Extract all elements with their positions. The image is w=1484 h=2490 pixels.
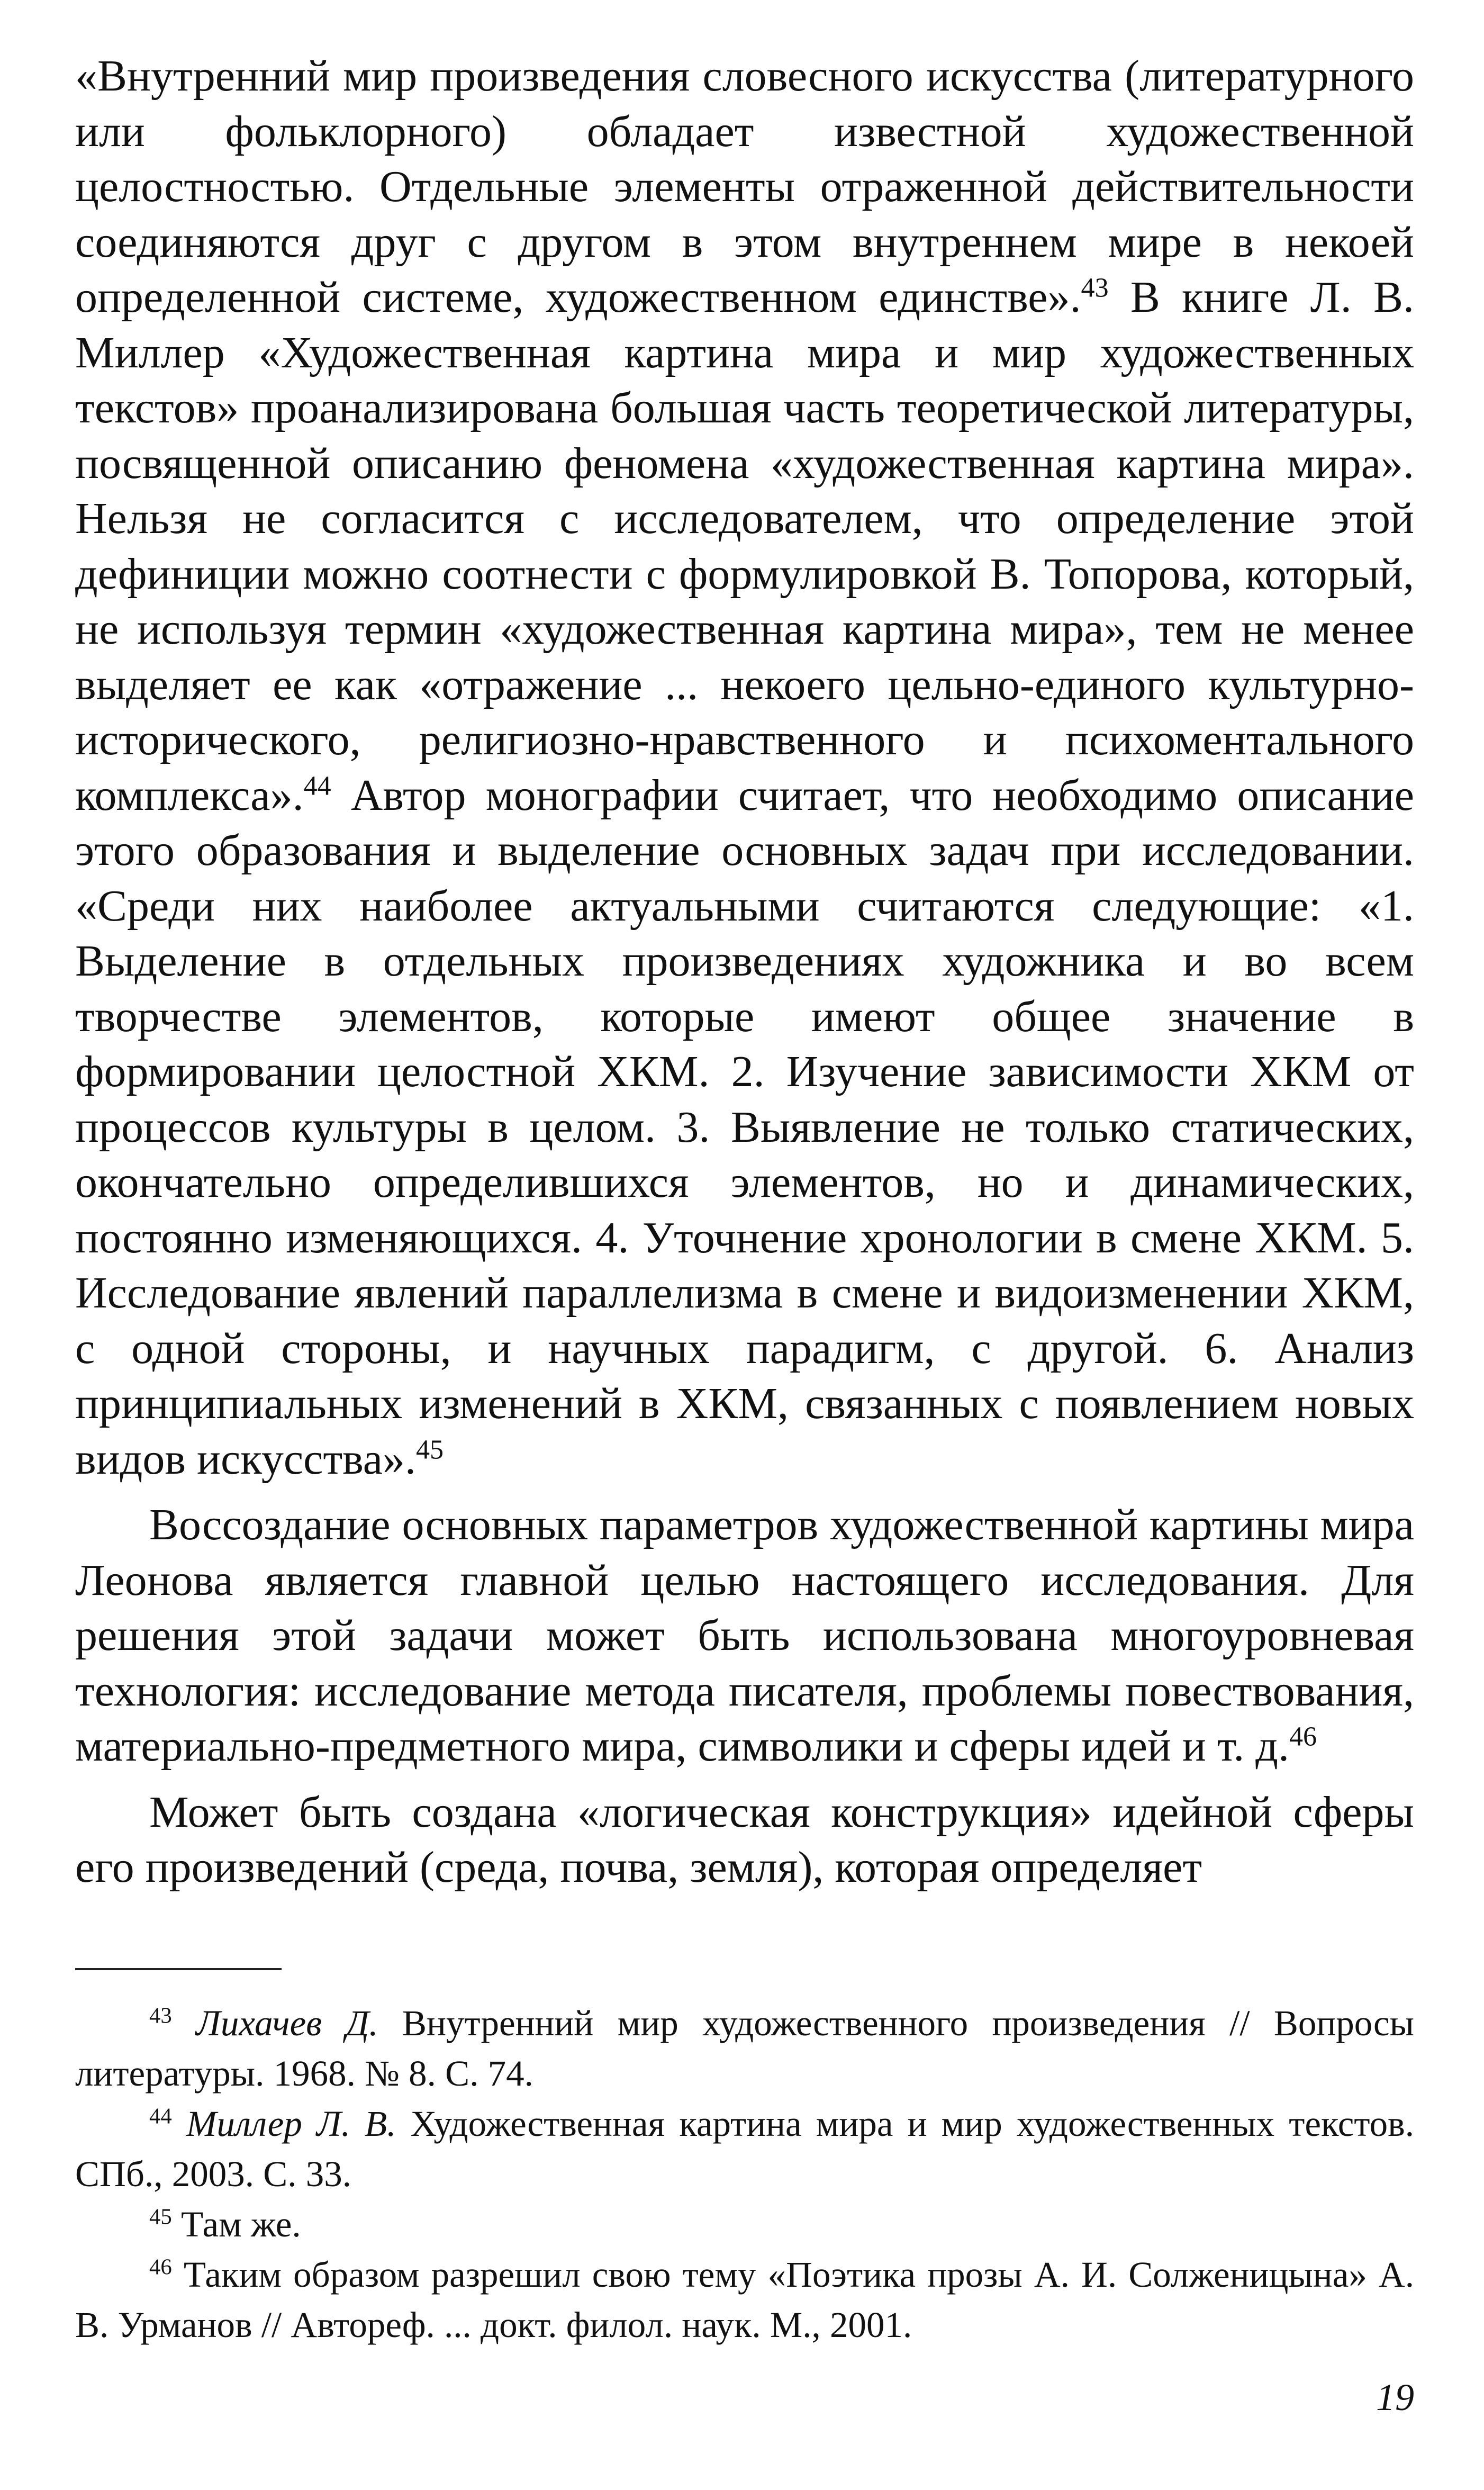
footnote-number: 46	[149, 2254, 172, 2280]
footnote-text: Там же.	[171, 2204, 301, 2244]
footnote-ref-43[interactable]: 43	[1081, 273, 1109, 303]
footnote-author: Миллер Л. В.	[186, 2104, 396, 2144]
footnote-45	[75, 2199, 1414, 2250]
paragraph-2-text: Воссоздание основных параметров художественной картины мира Леонова является главной целью настоящего исследования. Для решения этой задачи может быть использована многоуровневая технология: исследование метода писателя, проблемы повествования, материально-предметного мира, символики и сферы идей и т. д.	[75, 1500, 1414, 1771]
footnote-46	[75, 2250, 1414, 2350]
footnote-44	[75, 2099, 1414, 2199]
paragraph-1-part-3: Автор монографии считает, что необходимо описание этого образования и выделение основных задач при исследовании. «Среди них наиболее актуальными считаются следующие: «1. Выделение в отдельных произведениях художника и во всем творчестве элементов, которые имеют общее значение в формировании целостной ХКМ. 2. Изучение зависимости ХКМ от процессов культуры в целом. 3. Выявление не только статических, окончательно определившихся элементов, но и динамических, постоянно изменяющихся. 4. Уточнение хронологии в смене ХКМ. 5. Исследование явлений параллелизма в смене и видоизменении ХКМ, с одной стороны, и научных парадигм, с другой. 6. Анализ принципиальных изменений в ХКМ, связанных с появлением новых видов искусства».	[75, 770, 1414, 1484]
paragraph-1-part-2: В книге Л. В. Миллер «Художественная картина мира и мир художественных текстов» проанализирована большая часть теоретической литературы, посвященной описанию феномена «художественная картина мира». Нельзя не согласится с исследователем, что определение этой дефиниции можно соотнести с формулировкой В. Топорова, который, не используя термин «художественная картина мира», тем не менее выделяет ее как «отражение ... некоего цельно-единого культурно-исторического, религиозно-нравственного и психоментального комплекса».	[75, 273, 1414, 820]
footnote-text: Внутренний мир художественного произведения // Вопросы литературы. 1968. № 8. С. 74.	[75, 2003, 1415, 2094]
main-text	[75, 49, 1414, 1896]
footnote-author: Лихачев Д.	[196, 2003, 378, 2043]
footnote-43	[75, 1998, 1414, 2099]
footnote-separator	[75, 1968, 282, 1970]
paragraph-3	[75, 1785, 1414, 1896]
footnote-number: 44	[149, 2104, 172, 2129]
footnote-number: 43	[149, 2003, 172, 2028]
footnote-number: 45	[149, 2204, 172, 2230]
paragraph-1-part-1: «Внутренний мир произведения словесного искусства (литературного или фольклорного) обладает известной художественной целостностью. Отдельные элементы отраженной действительности соединяются друг с другом в этом внутреннем мире в некоей определенной системе, художественном единстве».	[75, 51, 1414, 322]
footnote-ref-45[interactable]: 45	[416, 1434, 444, 1465]
page-number: 19	[1376, 2376, 1414, 2419]
footnote-ref-44[interactable]: 44	[303, 770, 331, 801]
footnote-ref-46[interactable]: 46	[1289, 1721, 1317, 1752]
paragraph-1	[75, 49, 1414, 1487]
footnote-text: Художественная картина мира и мир художественных текстов. СПб., 2003. С. 33.	[75, 2104, 1415, 2194]
paragraph-3-text: Может быть создана «логическая конструкция» идейной сферы его произведений (среда, почва, земля), которая определяет	[75, 1787, 1414, 1892]
footnote-text: Таким образом разрешил свою тему «Поэтика прозы А. И. Солженицына» А. В. Урманов // Автореф. ... докт. филол. наук. М., 2001.	[75, 2254, 1414, 2345]
footnotes	[75, 1998, 1414, 2350]
paragraph-2	[75, 1497, 1414, 1774]
